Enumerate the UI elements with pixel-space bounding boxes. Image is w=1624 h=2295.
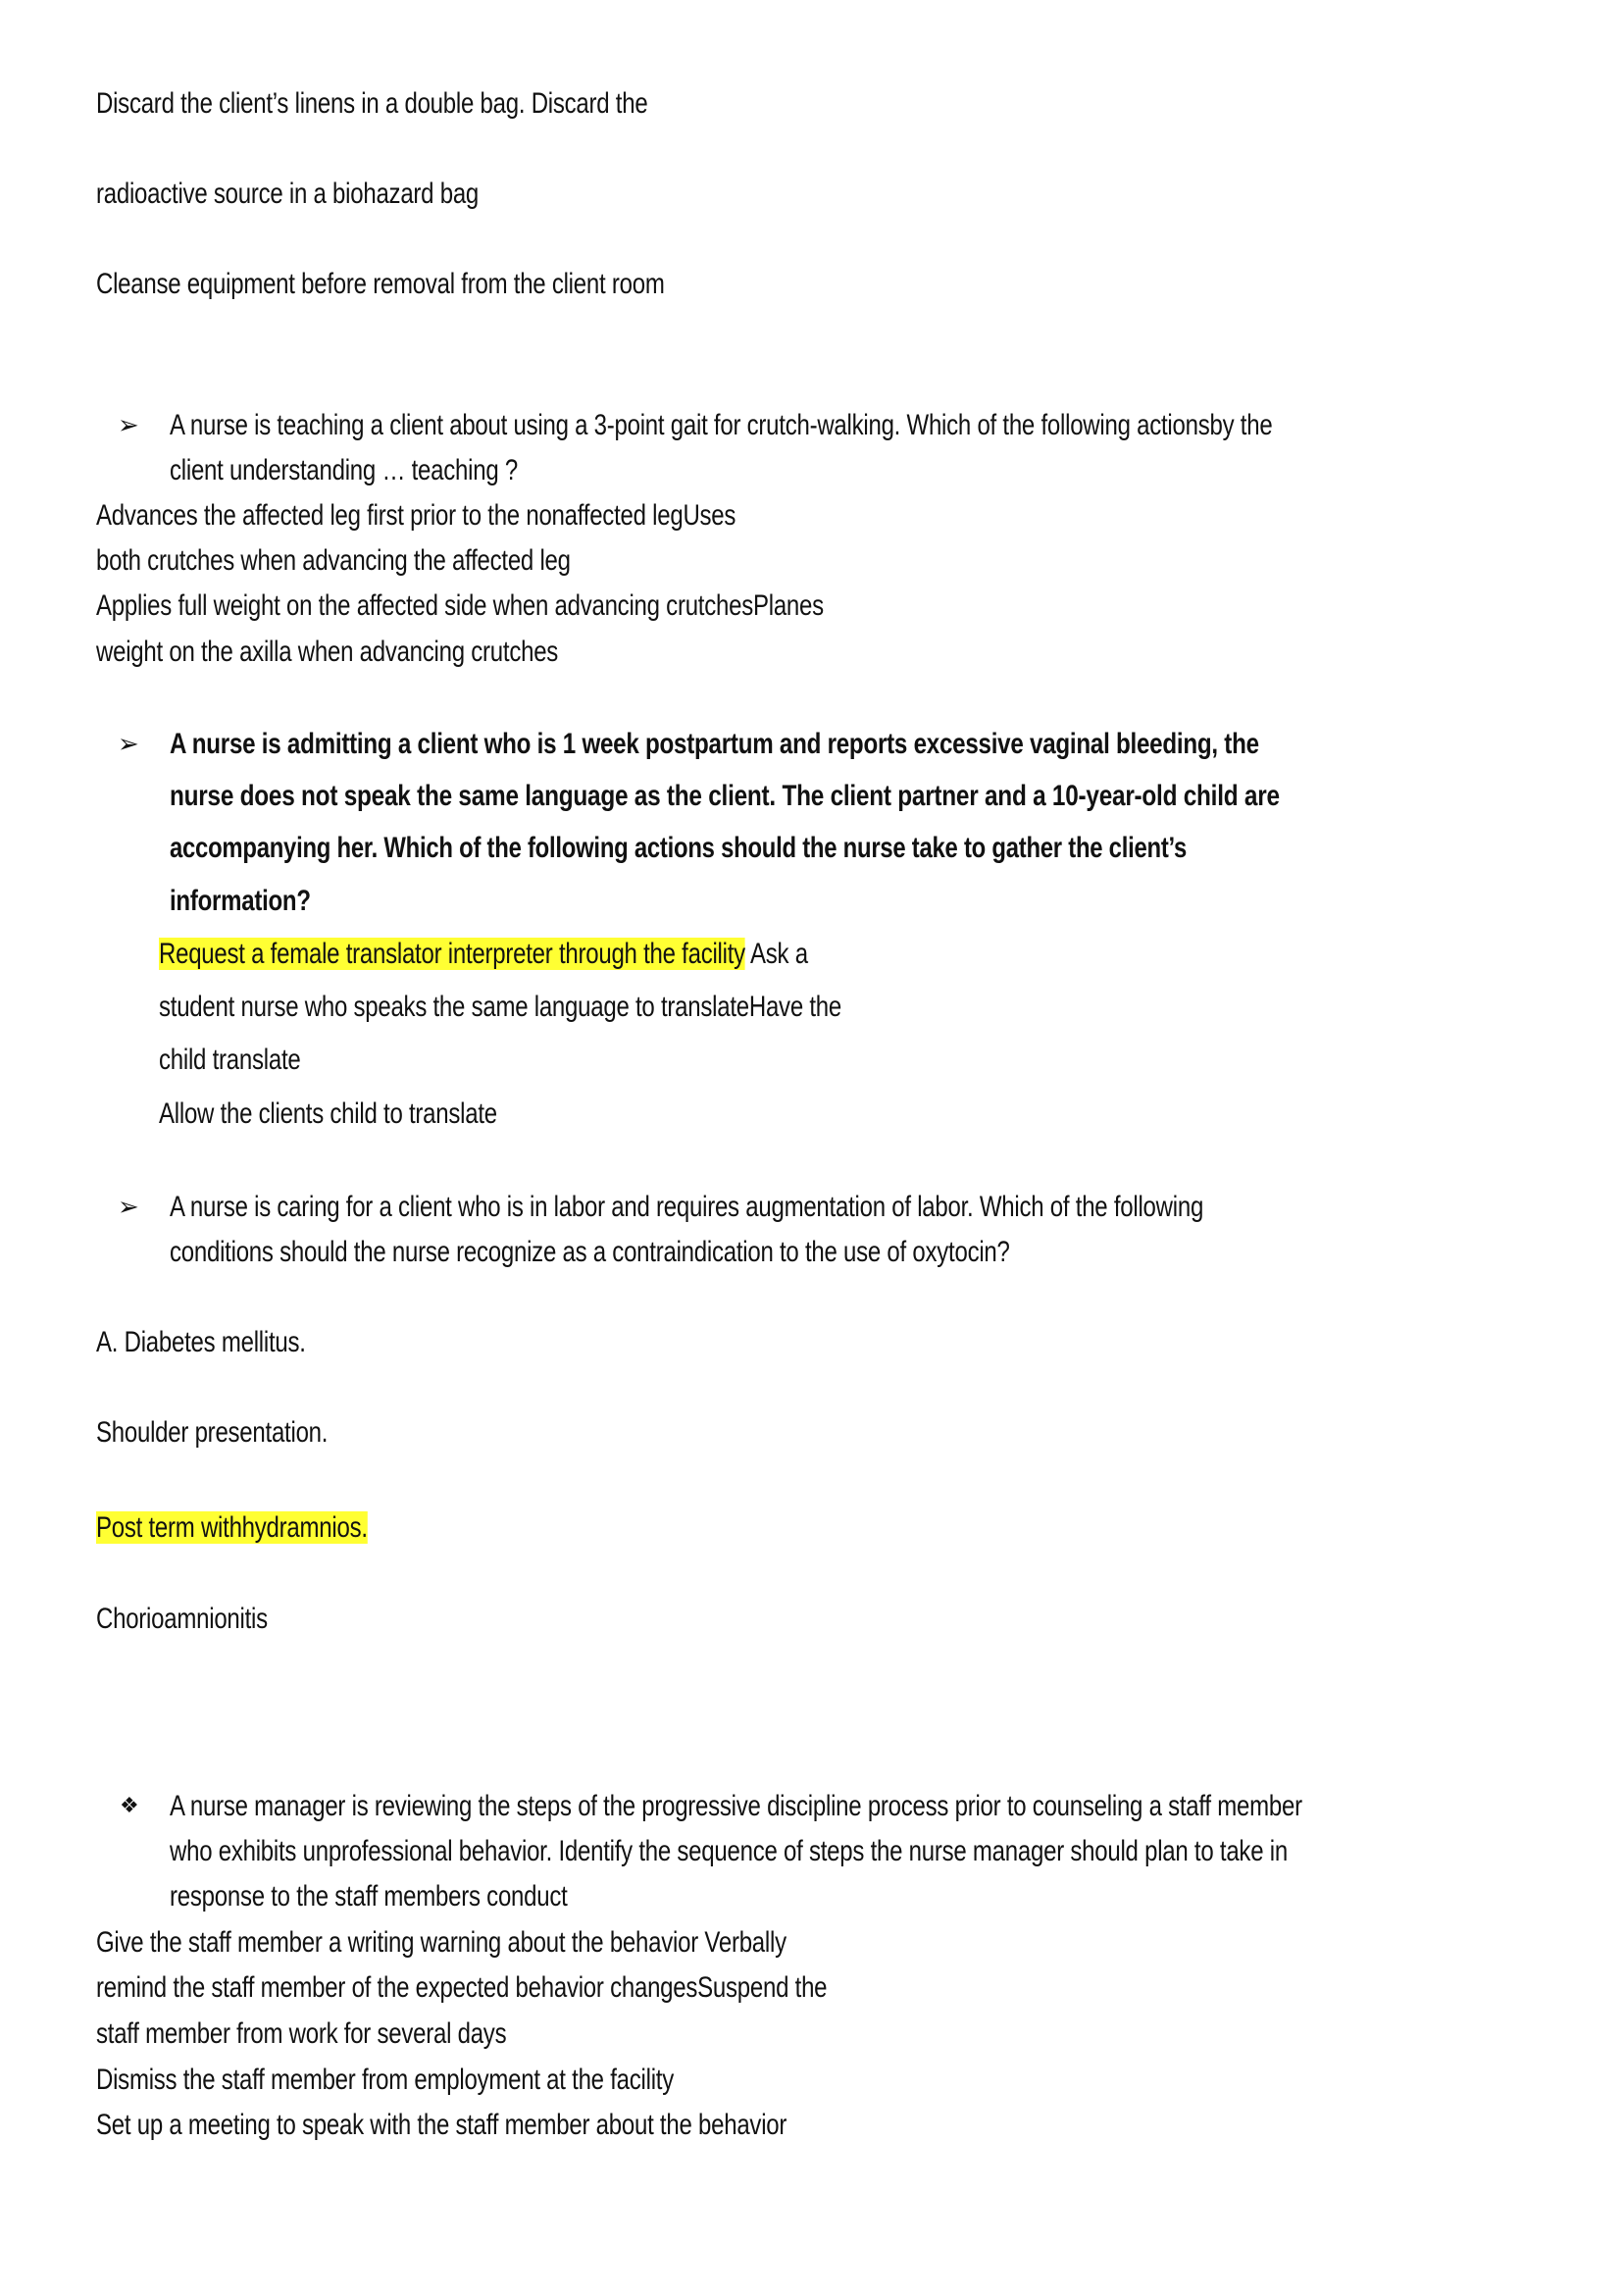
answer-option: student nurse who speaks the same language to translateHave the bbox=[159, 991, 841, 1023]
answer-option: both crutches when advancing the affected leg bbox=[96, 544, 571, 577]
highlighted-answer: Request a female translator interpreter through the facility bbox=[159, 938, 745, 970]
answer-option: staff member from work for several days bbox=[96, 2017, 507, 2050]
answer-option: Set up a meeting to speak with the staff member about the behavior bbox=[96, 2109, 787, 2141]
text-line: radioactive source in a biohazard bag bbox=[96, 178, 480, 210]
question-text: client understanding … teaching ? bbox=[170, 454, 518, 486]
text-line: Discard the client’s linens in a double bag. Discard the bbox=[96, 87, 648, 120]
question-text: conditions should the nurse recognize as a contraindication to the use of oxytocin? bbox=[170, 1236, 1010, 1268]
answer-option: child translate bbox=[159, 1044, 301, 1076]
answer-option: Applies full weight on the affected side when advancing crutchesPlanes bbox=[96, 589, 824, 622]
answer-option: Dismiss the staff member from employment at the facility bbox=[96, 2064, 674, 2096]
question-text: information? bbox=[170, 885, 311, 917]
question-text: A nurse is teaching a client about using a 3-point gait for crutch-walking. Which of the following actionsby the bbox=[170, 409, 1273, 441]
question-text: response to the staff members conduct bbox=[170, 1880, 568, 1912]
arrow-bullet-icon: ➢ bbox=[118, 730, 139, 759]
question-text: nurse does not speak the same language as the client. The client partner and a 10-year-old child are bbox=[170, 780, 1280, 812]
answer-option: remind the staff member of the expected behavior changesSuspend the bbox=[96, 1971, 828, 2004]
arrow-bullet-icon: ➢ bbox=[118, 411, 139, 440]
answer-option: Shoulder presentation. bbox=[96, 1416, 329, 1449]
answer-option: Allow the clients child to translate bbox=[159, 1097, 497, 1130]
answer-option bbox=[159, 935, 808, 974]
answer-continuation: Ask a bbox=[744, 938, 808, 970]
answer-option: A. Diabetes mellitus. bbox=[96, 1326, 306, 1358]
question-text: A nurse is caring for a client who is in labor and requires augmentation of labor. Which of the following bbox=[170, 1191, 1204, 1223]
answer-option: weight on the axilla when advancing crutches bbox=[96, 636, 559, 668]
question-text: A nurse is admitting a client who is 1 week postpartum and reports excessive vaginal bleeding, the bbox=[170, 728, 1259, 760]
question-text: A nurse manager is reviewing the steps of the progressive discipline process prior to counseling a staff member bbox=[170, 1790, 1302, 1822]
arrow-bullet-icon: ➢ bbox=[118, 1193, 139, 1222]
question-text: accompanying her. Which of the following actions should the nurse take to gather the client’s bbox=[170, 832, 1188, 864]
text-line: Cleanse equipment before removal from the client room bbox=[96, 268, 665, 300]
question-text: who exhibits unprofessional behavior. Identify the sequence of steps the nurse manager should plan to take in bbox=[170, 1835, 1288, 1867]
diamond-bullet-icon: ❖ bbox=[120, 1794, 139, 1818]
answer-option: Chorioamnionitis bbox=[96, 1603, 268, 1635]
answer-option bbox=[96, 1508, 368, 1548]
highlighted-answer: Post term withhydramnios. bbox=[96, 1511, 368, 1544]
answer-option: Give the staff member a writing warning about the behavior Verbally bbox=[96, 1926, 787, 1959]
answer-option: Advances the affected leg first prior to the nonaffected legUses bbox=[96, 499, 736, 532]
